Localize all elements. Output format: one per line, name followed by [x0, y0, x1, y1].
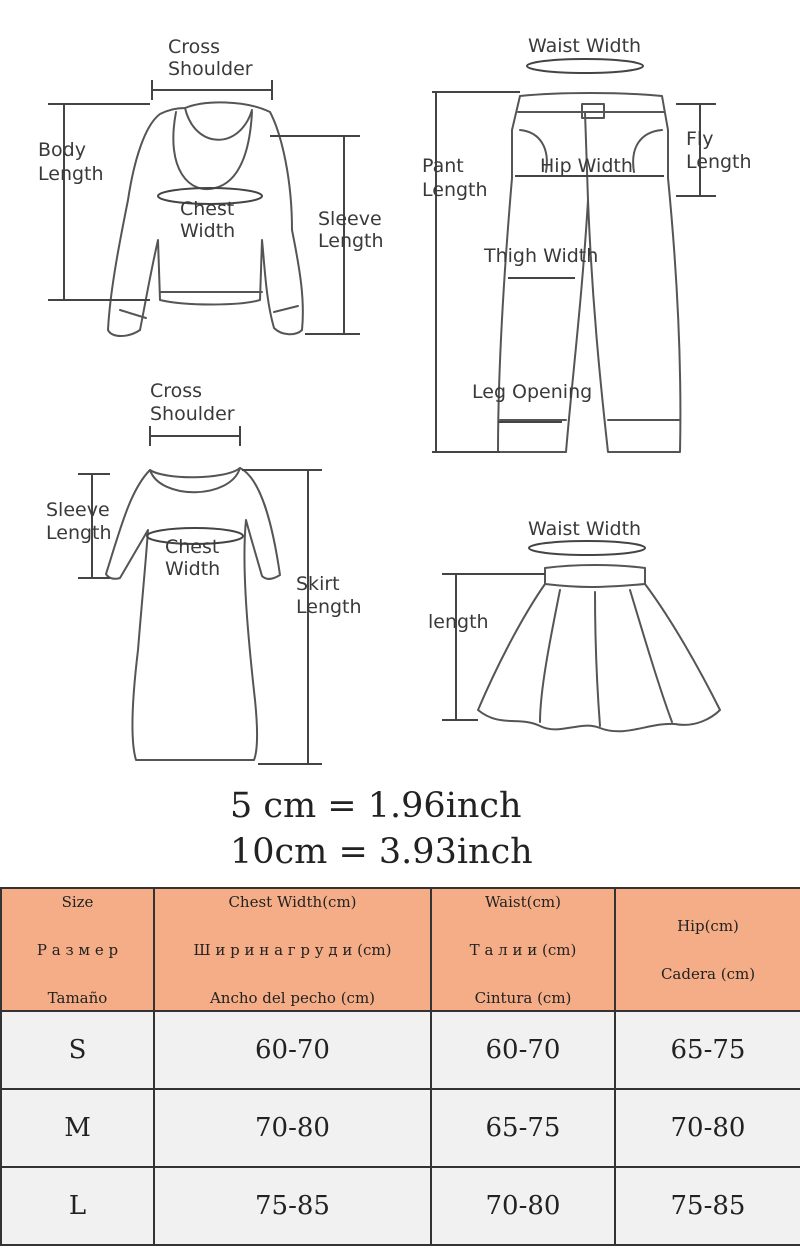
pants-hip-width-label: Hip Width [540, 155, 633, 177]
pants-pant-length-label-2: Length [422, 179, 488, 201]
skirt-illustration [478, 565, 720, 731]
chest-cell: 75-85 [154, 1167, 431, 1245]
pants-fly-length-label-2: Length [686, 151, 752, 173]
pants-leg-opening-label: Leg Opening [472, 381, 593, 403]
sweater-sleeve-length-label: Sleeve [318, 208, 382, 230]
pants-waist-width-label: Waist Width [528, 35, 642, 57]
dress-chest-width-label-2: Width [165, 558, 221, 580]
sweater-measurements [38, 36, 384, 334]
header-waist: Waist(cm) Т а л и и (cm) Cintura (cm) [431, 888, 615, 1011]
size-cell: L [1, 1167, 154, 1245]
hip-cell: 75-85 [615, 1167, 800, 1245]
dress-sleeve-length-label-2: Length [46, 522, 112, 544]
sweater-cross-shoulder-label-2: Shoulder [168, 58, 253, 80]
hip-cell: 65-75 [615, 1011, 800, 1089]
pants-fly-length-label: Fly [686, 128, 714, 150]
sweater-chest-width-label: Chest [180, 198, 235, 220]
chest-cell: 60-70 [154, 1011, 431, 1089]
dress-chest-width-label: Chest [165, 536, 220, 558]
dress-cross-shoulder-label: Cross [150, 380, 203, 402]
sweater-body-length-label-2: Length [38, 163, 104, 185]
pants-pant-length-label: Pant [422, 155, 464, 177]
skirt-waist-width-label: Waist Width [528, 518, 642, 540]
header-hip: Hip(cm) Cadera (cm) [615, 888, 800, 1011]
table-row [1, 1089, 800, 1167]
size-cell: S [1, 1011, 154, 1089]
waist-cell: 60-70 [431, 1011, 615, 1089]
header-size: Size Р а з м е р Tamaño [1, 888, 154, 1011]
skirt-length-label: length [428, 611, 489, 633]
size-cell: M [1, 1089, 154, 1167]
header-chest-width: Chest Width(cm) Ш и р и н а г р у д и (cm) Ancho del pecho (cm) [154, 888, 431, 1011]
sweater-sleeve-length-label-2: Length [318, 230, 384, 252]
size-chart-table [0, 887, 800, 1246]
chest-cell: 70-80 [154, 1089, 431, 1167]
table-row [1, 1167, 800, 1245]
dress-illustration [106, 468, 280, 760]
sweater-body-length-label: Body [38, 139, 86, 161]
conversion-line-2: 10cm = 3.93inch [230, 832, 533, 872]
table-row [1, 1011, 800, 1089]
skirt-measurements [428, 518, 645, 720]
dress-measurements [46, 380, 362, 764]
sweater-chest-width-label-2: Width [180, 220, 236, 242]
dress-skirt-length-label-2: Length [296, 596, 362, 618]
pants-thigh-width-label: Thigh Width [484, 245, 599, 267]
conversion-line-1: 5 cm = 1.96inch [230, 786, 522, 826]
pants-measurements [422, 35, 752, 452]
hip-cell: 70-80 [615, 1089, 800, 1167]
dress-cross-shoulder-label-2: Shoulder [150, 403, 235, 425]
dress-skirt-length-label: Skirt [296, 573, 340, 595]
waist-cell: 70-80 [431, 1167, 615, 1245]
sweater-cross-shoulder-label: Cross [168, 36, 221, 58]
table-header-row [1, 888, 800, 1011]
dress-sleeve-length-label: Sleeve [46, 499, 110, 521]
waist-cell: 65-75 [431, 1089, 615, 1167]
